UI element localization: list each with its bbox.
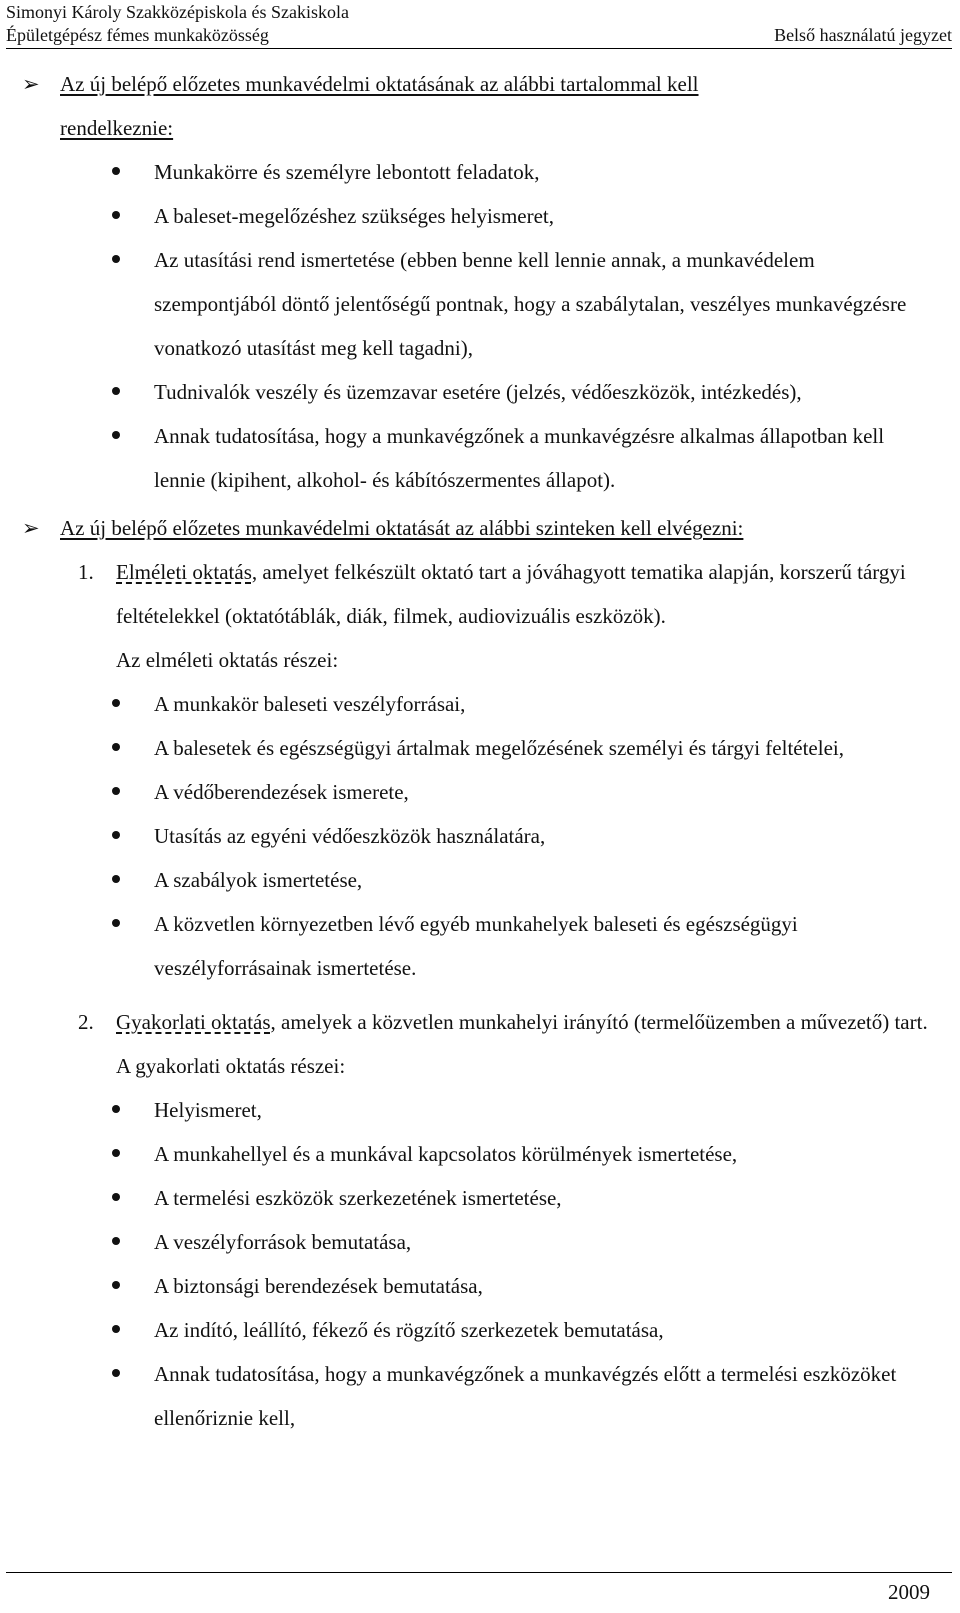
- list-item: A balesetek és egészségügyi ártalmak megelőzésének személyi és tárgyi feltételei,: [0, 726, 960, 770]
- bullet-icon: [112, 211, 120, 219]
- list-item: Utasítás az egyéni védőeszközök használatára,: [0, 814, 960, 858]
- bullet-icon: [112, 1281, 120, 1289]
- list-item: A munkahellyel és a munkával kapcsolatos körülmények ismertetése,: [0, 1132, 960, 1176]
- bullet-icon: [112, 919, 120, 927]
- bullet-icon: [112, 1149, 120, 1157]
- section-heading-2: ➢ Az új belépő előzetes munkavédelmi oktatását az alábbi szinteken kell elvégezni:: [0, 506, 960, 550]
- list-item: Az indító, leállító, fékező és rögzítő szerkezetek bemutatása,: [0, 1308, 960, 1352]
- bullet-icon: [112, 1105, 120, 1113]
- theory-title: Elméleti oktatás: [116, 560, 252, 584]
- bullet-icon: [112, 1325, 120, 1333]
- list-item: A baleset-megelőzéshez szükséges helyismeret,: [0, 194, 960, 238]
- list-item: Annak tudatosítása, hogy a munkavégzőnek a munkavégzés előtt a termelési eszközöket ellenőriznie kell,: [0, 1352, 960, 1440]
- arrow-bullet-icon: ➢: [22, 72, 40, 96]
- bullet-icon: [112, 255, 120, 263]
- list-item: A munkakör baleseti veszélyforrásai,: [0, 682, 960, 726]
- item-number: 2.: [78, 1010, 94, 1034]
- list-item: A közvetlen környezetben lévő egyéb munkahelyek baleseti és egészségügyi veszélyforrásainak ismertetése.: [0, 902, 960, 990]
- bullet-icon: [112, 699, 120, 707]
- list-item: A védőberendezések ismerete,: [0, 770, 960, 814]
- list-item: A szabályok ismertetése,: [0, 858, 960, 902]
- page-header: [6, 0, 952, 49]
- list-item: Az utasítási rend ismertetése (ebben benne kell lennie annak, a munkavédelem szempontjából döntő jelentőségű pontnak, hogy a szabálytalan, veszélyes munkavégzésre vonatkozó utasítást meg kell tagadni),: [0, 238, 960, 370]
- list-item: Munkakörre és személyre lebontott feladatok,: [0, 150, 960, 194]
- document-note: Belső használatú jegyzet: [774, 25, 952, 45]
- theory-parts-label: Az elméleti oktatás részei:: [116, 648, 339, 672]
- bullet-icon: [112, 1237, 120, 1245]
- bullet-icon: [112, 1193, 120, 1201]
- section-heading-1: ➢ Az új belépő előzetes munkavédelmi oktatásának az alábbi tartalommal kell rendelkeznie:: [0, 62, 960, 150]
- bullet-icon: [112, 1369, 120, 1377]
- bullet-icon: [112, 875, 120, 883]
- bullet-icon: [112, 831, 120, 839]
- list-item: Tudnivalók veszély és üzemzavar esetére (jelzés, védőeszközök, intézkedés),: [0, 370, 960, 414]
- bullet-icon: [112, 743, 120, 751]
- bullet-icon: [112, 387, 120, 395]
- document-body: [0, 62, 960, 1440]
- list-item: Annak tudatosítása, hogy a munkavégzőnek a munkavégzésre alkalmas állapotban kell lennie (kipihent, alkohol- és kábítószermentes állapot).: [0, 414, 960, 502]
- practice-paragraph: 2. Gyakorlati oktatás, amelyek a közvetlen munkahelyi irányító (termelőüzemben a művezető) tart. A gyakorlati oktatás részei:: [0, 1000, 960, 1088]
- page-number: 2009: [888, 1580, 930, 1604]
- list-item: A termelési eszközök szerkezetének ismertetése,: [0, 1176, 960, 1220]
- bullet-icon: [112, 787, 120, 795]
- practice-list: [0, 1088, 960, 1440]
- list-item: A veszélyforrások bemutatása,: [0, 1220, 960, 1264]
- theory-paragraph: 1. Elméleti oktatás, amelyet felkészült oktató tart a jóváhagyott tematika alapján, korszerű tárgyi feltételekkel (oktatótáblák, diák, filmek, audiovizuális eszközök).: [0, 550, 960, 638]
- bullet-icon: [112, 167, 120, 175]
- section1-list: [0, 150, 960, 502]
- department-name: Épületgépész fémes munkaközösség: [6, 25, 269, 45]
- theory-list: [0, 682, 960, 990]
- practice-title: Gyakorlati oktatás: [116, 1010, 271, 1034]
- list-item: Helyismeret,: [0, 1088, 960, 1132]
- arrow-bullet-icon: ➢: [22, 516, 40, 540]
- list-item: A biztonsági berendezések bemutatása,: [0, 1264, 960, 1308]
- footer-divider: [6, 1572, 952, 1573]
- bullet-icon: [112, 431, 120, 439]
- school-name: Simonyi Károly Szakközépiskola és Szakiskola: [6, 2, 349, 22]
- item-number: 1.: [78, 560, 94, 584]
